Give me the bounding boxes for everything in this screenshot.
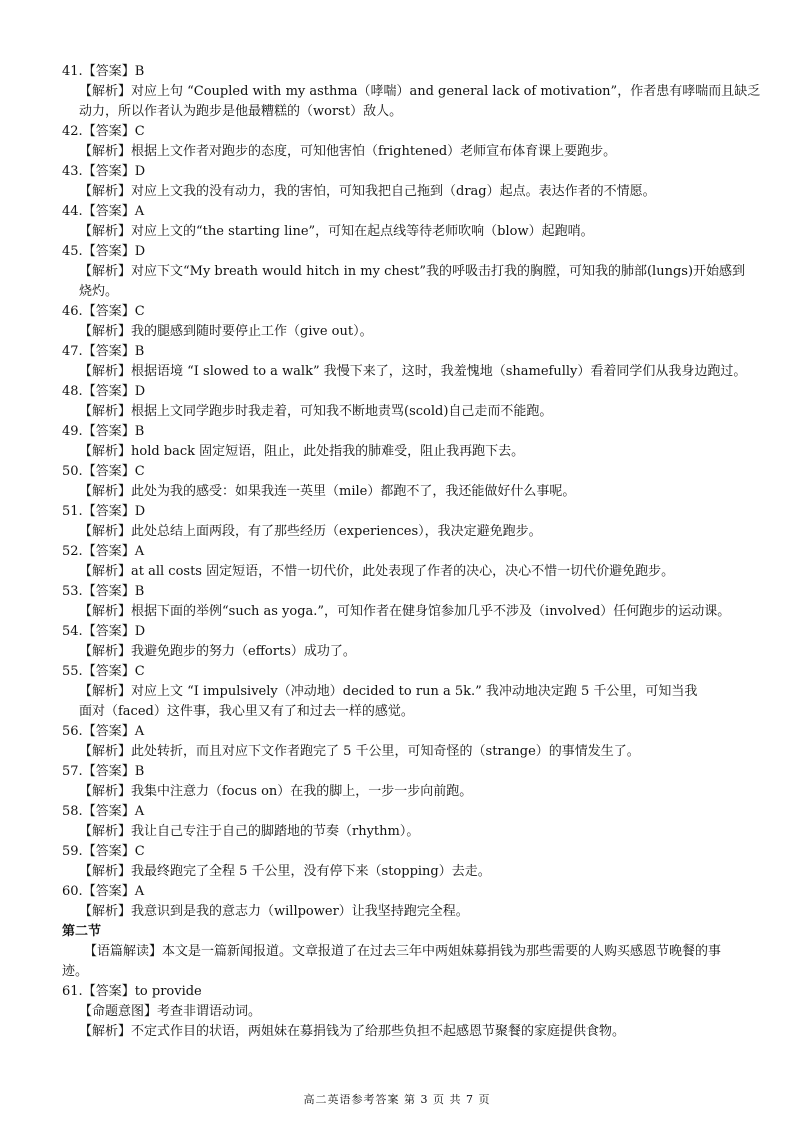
item-analysis: 【解析】我意识到是我的意志力（willpower）让我坚持跑完全程。 [79,904,469,919]
item-analysis: 【解析】我避免跑步的努力（efforts）成功了。 [79,644,356,659]
item-analysis: 【解析】此处转折，而且对应下文作者跑完了 5 千公里，可知奇怪的（strange）的事情发生了。 [79,744,640,759]
answer-item [62,622,742,662]
item-answer: 【答案】C [82,464,145,479]
item-answer: 【答案】B [82,584,145,599]
answer-item [62,302,742,342]
answer-item [62,662,742,722]
item-analysis: 【解析】我的腿感到随时要停止工作（give out）。 [79,324,373,339]
item-answer: 【答案】B [82,764,145,779]
item-number: 45. [62,244,83,259]
item-answer: 【答案】to provide [82,984,202,999]
item-analysis: 【解析】对应上文我的没有动力，我的害怕，可知我把自己拖到（drag）起点。表达作者的不情愿。 [79,184,656,199]
item-analysis: 【解析】根据上文作者对跑步的态度，可知他害怕（frightened）老师宣布体育课上要跑步。 [79,144,617,159]
item-answer: 【答案】A [82,544,145,559]
answer-item [62,502,742,542]
answer-item [62,542,742,582]
answer-item [62,382,742,422]
item-number: 51. [62,504,83,519]
item-analysis-continued: 动力，所以作者认为跑步是他最糟糕的（worst）敌人。 [79,104,403,119]
answer-item [62,462,742,502]
answer-item [62,342,747,382]
item-number: 61. [62,984,83,999]
answer-item [62,122,742,162]
answer-item [62,242,746,302]
item-number: 55. [62,664,83,679]
item-answer: 【答案】D [82,504,146,519]
item-answer: 【答案】D [82,244,146,259]
item-answer: 【答案】B [82,424,145,439]
item-answer: 【答案】A [82,884,145,899]
answer-list [62,62,761,922]
item-number: 41. [62,64,83,79]
item-number: 54. [62,624,83,639]
item-number: 42. [62,124,83,139]
item-analysis: 【解析】对应上句 “Coupled with my asthma（哮喘）and general lack of motivation”，作者患有哮喘而且缺乏 [79,84,761,99]
answer-item [62,802,742,842]
section-heading: 第二节 [62,924,102,939]
item-number: 47. [62,344,83,359]
item-answer: 【答案】B [82,344,145,359]
item-number: 44. [62,204,83,219]
item-number: 56. [62,724,83,739]
answer-item [62,162,742,202]
item-answer: 【答案】D [82,384,146,399]
answer-item [62,722,742,762]
answer-item [62,762,742,802]
answer-item [62,582,742,622]
item-analysis: 【解析】对应上文的“the starting line”，可知在起点线等待老师吹响（blow）起跑哨。 [79,224,594,239]
item-answer: 【答案】A [82,804,145,819]
item-analysis: 【解析】此处为我的感受：如果我连一英里（mile）都跑不了，我还能做好什么事呢。 [79,484,576,499]
item-analysis: 【解析】hold back 固定短语，阻止，此处指我的肺难受，阻止我再跑下去。 [79,444,525,459]
item-analysis-continued: 面对（faced）这件事，我心里又有了和过去一样的感觉。 [79,704,414,719]
item-number: 49. [62,424,83,439]
item-analysis: 【解析】根据下面的举例“such as yoga.”，可知作者在健身馆参加几乎不涉及（involved）任何跑步的运动课。 [79,604,731,619]
item-analysis-continued: 烧灼。 [79,284,119,299]
item-answer: 【答案】D [82,164,146,179]
item-analysis: 【解析】对应上文 “I impulsively（冲动地）decided to run a 5k.” 我冲动地决定跑 5 千公里，可知当我 [79,684,698,699]
item-number: 58. [62,804,83,819]
answer-item [62,62,761,122]
item-analysis: 【解析】我最终跑完了全程 5 千公里，没有停下来（stopping）去走。 [79,864,491,879]
answer-item [62,882,742,922]
item-analysis: 【解析】我让自己专注于自己的脚踏地的节奏（rhythm）。 [79,824,420,839]
item-answer: 【答案】A [82,204,145,219]
item-analysis: 【解析】不定式作目的状语，两姐妹在募捐钱为了给那些负担不起感恩节聚餐的家庭提供食物。 [79,1024,626,1039]
item-analysis: 【解析】我集中注意力（focus on）在我的脚上，一步一步向前跑。 [79,784,473,799]
item-number: 57. [62,764,83,779]
answer-item [62,842,742,882]
item-analysis: 【解析】at all costs 固定短语，不惜一切代价，此处表现了作者的决心，决心不惜一切代价避免跑步。 [79,564,675,579]
item-number: 53. [62,584,83,599]
item-analysis: 【解析】根据上文同学跑步时我走着，可知我不断地责骂(scold)自己走而不能跑。 [79,404,553,419]
item-number: 43. [62,164,83,179]
page-footer: 高二英语参考答案 第 3 页 共 7 页 [303,1093,491,1106]
item-answer: 【答案】C [82,304,145,319]
answer-item [62,982,742,1042]
item-number: 50. [62,464,83,479]
item-answer: 【答案】B [82,64,145,79]
item-answer: 【答案】A [82,724,145,739]
item-analysis: 【解析】根据语境 “I slowed to a walk” 我慢下来了，这时，我羞愧地（shamefully）看着同学们从我身边跑过。 [79,364,747,379]
answer-document [62,62,761,1042]
item-intent: 【命题意图】考查非谓语动词。 [79,1004,262,1019]
item-analysis: 【解析】此处总结上面两段，有了那些经历（experiences），我决定避免跑步。 [79,524,542,539]
item-answer: 【答案】C [82,124,145,139]
answer-item [62,202,742,242]
passage-intro: 【语篇解读】本文是一篇新闻报道。文章报道了在过去三年中两姐妹募捐钱为那些需要的人购买感恩节晚餐的事迹。 [62,944,722,979]
item-number: 59. [62,844,83,859]
answer-item [62,422,742,462]
item-number: 46. [62,304,83,319]
item-answer: 【答案】C [82,664,145,679]
item-number: 48. [62,384,83,399]
item-number: 52. [62,544,83,559]
item-number: 60. [62,884,83,899]
item-answer: 【答案】D [82,624,146,639]
item-answer: 【答案】C [82,844,145,859]
item-analysis: 【解析】对应下文“My breath would hitch in my chest”我的呼吸击打我的胸膛，可知我的肺部(lungs)开始感到 [79,264,746,279]
